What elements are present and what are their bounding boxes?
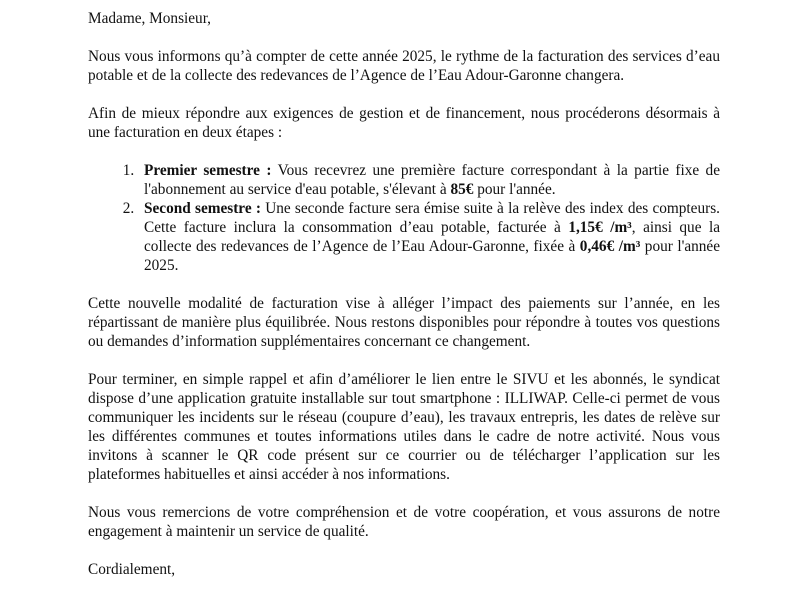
step-text: pour l'année 2025. xyxy=(144,238,720,274)
thanks-paragraph: Nous vous remercions de votre compréhension et de votre coopération, et vous assurons de notre engagement à maintenir un service de qualité. xyxy=(88,504,720,540)
step-label: Premier semestre : xyxy=(144,162,272,179)
letter-body xyxy=(88,9,720,579)
billing-steps-list xyxy=(88,161,720,275)
fixed-amount: 85€ xyxy=(450,181,474,198)
billing-step-first-semester xyxy=(138,161,720,199)
step-label: Second semestre : xyxy=(144,200,261,217)
step-text: Vous recevrez une première facture correspondant à la partie fixe de l'abonnement au service d'eau potable, s'élevant à xyxy=(144,162,720,198)
salutation: Madame, Monsieur, xyxy=(88,10,212,27)
closing: Cordialement, xyxy=(88,561,176,578)
water-rate: 1,15€ /m³ xyxy=(568,219,632,236)
step-text: pour l'année. xyxy=(473,181,556,198)
intro-paragraph: Nous vous informons qu’à compter de cette année 2025, le rythme de la facturation des services d’eau potable et de la collecte des redevances de l’Agence de l’Eau Adour-Garonne changera. xyxy=(88,48,720,84)
step-text: Une seconde facture sera émise suite à la relève des index des compteurs. Cette facture inclura la consommation d’eau potable, facturée à xyxy=(144,200,720,236)
purpose-paragraph: Afin de mieux répondre aux exigences de gestion et de financement, nous procéderons désormais à une facturation en deux étapes : xyxy=(88,105,720,141)
agency-fee-rate: 0,46€ /m³ xyxy=(579,238,641,255)
step-text: , ainsi que la collecte des redevances de l’Agence de l’Eau Adour-Garonne, fixée à xyxy=(144,219,720,255)
billing-step-second-semester xyxy=(138,199,720,275)
modality-paragraph: Cette nouvelle modalité de facturation vise à alléger l’impact des paiements sur l’année, en les répartissant de manière plus équilibrée. Nous restons disponibles pour répondre à toutes vos questions ou demandes d’information supplémentaires concernant ce changement. xyxy=(88,295,720,350)
app-reminder-paragraph: Pour terminer, en simple rappel et afin d’améliorer le lien entre le SIVU et les abonnés, le syndicat dispose d’une application gratuite installable sur tout smartphone : ILLIWAP. Celle-ci permet de vous communiquer les incidents sur le réseau (coupure d’eau), les travaux entrepris, les dates de relève sur les différentes communes et toutes informations utiles dans le cadre de notre activité. Nous vous invitons à scanner le QR code présent sur ce courrier ou de télécharger l’application sur les plateformes habituelles et ainsi accéder à nos informations. xyxy=(88,371,720,483)
